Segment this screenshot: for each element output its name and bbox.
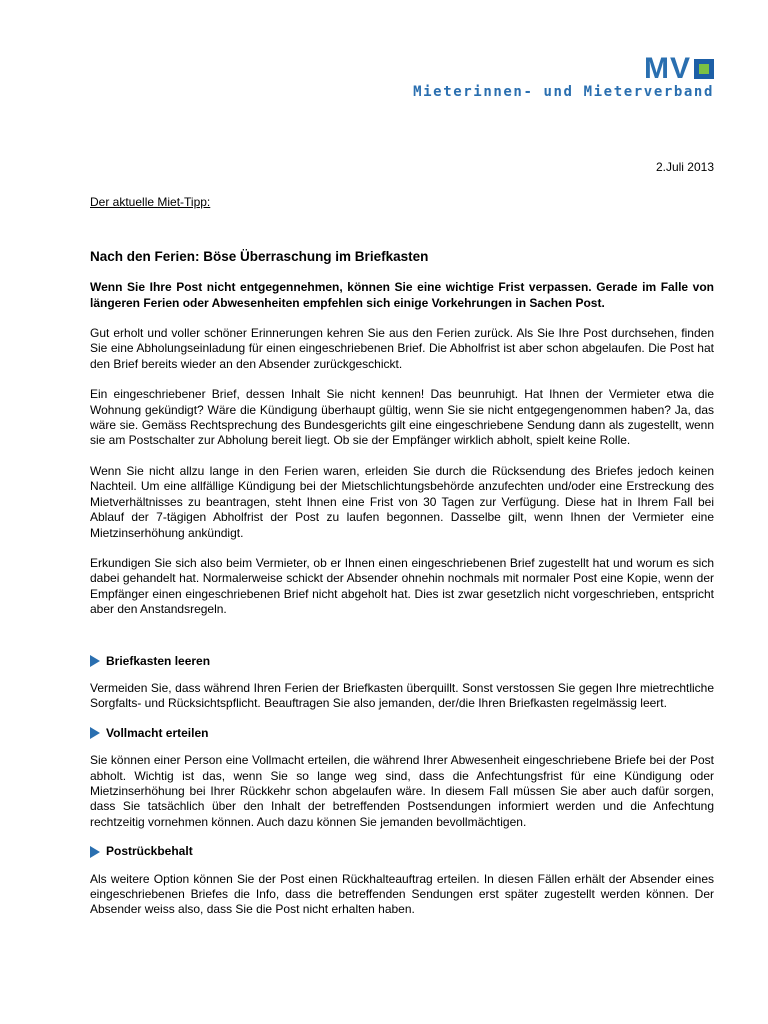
section-heading-label: Postrückbehalt (106, 844, 193, 859)
body-paragraph: Erkundigen Sie sich also beim Vermieter, ob er Ihnen einen eingeschriebenen Brief zugestellt hat und worum es sich dabei gehandelt hat. Normalerweise schickt der Absender ohnehin nochmals mit normaler Post eine Kopie, wenn der Empfänger einen eingeschriebenen Brief nicht abgeholt hat. Dies ist zwar gesetzlich nicht vorgeschrieben, entspricht aber den Anstandsregeln. (90, 555, 714, 617)
body-paragraph: Gut erholt und voller schöner Erinnerungen kehren Sie aus den Ferien zurück. Als Sie Ihre Post durchsehen, finden Sie eine Abholungseinladung für einen eingeschriebenen Brief. Die Abholfrist ist aber schon abgelaufen. Die Post hat den Brief bereits wieder an den Absender zurückgeschickt. (90, 326, 714, 371)
section-heading-briefkasten (90, 654, 714, 669)
triangle-bullet-icon (90, 655, 100, 667)
section-paragraph: Sie können einer Person eine Vollmacht erteilen, die während Ihrer Abwesenheit eingeschriebene Briefe bei der Post abholt. Wichtig ist das, wenn Sie so lange weg sind, dass die Anfechtungsfrist für eine Kündigung oder Mietzinserhöhung bei Ihrer Rückkehr schon abgelaufen wäre. In diesem Fall müssen Sie aber auch dafür sorgen, dass Sie tatsächlich über den Inhalt der betreffenden Postsendungen informiert werden und die Anfechtung rechtzeitig vornehmen können. Auch dazu können Sie jemanden bevollmächtigen. (90, 753, 714, 829)
section-paragraph: Als weitere Option können Sie der Post einen Rückhalteauftrag erteilen. In diesen Fällen erhält der Absender eines eingeschriebenen Briefes die Info, dass die betreffenden Sendungen erst später zugestellt werden können. Der Absender weiss also, dass Sie die Post nicht erhalten haben. (90, 871, 714, 917)
section-heading-vollmacht (90, 726, 714, 741)
page-title: Nach den Ferien: Böse Überraschung im Briefkasten (90, 248, 429, 264)
letter-body (90, 160, 714, 918)
section-heading-label: Vollmacht erteilen (106, 725, 209, 740)
section-heading-postrueckbehalt (90, 844, 714, 859)
body-paragraph: Ein eingeschriebener Brief, dessen Inhalt Sie nicht kennen! Das beunruhigt. Hat Ihnen der Vermieter etwa die Wohnung gekündigt? Wäre die Kündigung überhaupt gültig, wenn Sie sie nicht entgegengenommen haben? Ja, das wäre sie. Gemäss Rechtsprechung des Bundesgerichts gilt eine eingeschriebene Sendung dann als zugestellt, wenn sie am Postschalter zur Abholung bereit liegt. Ob sie der Empfänger wirklich abholt, spielt keine Rolle. (90, 387, 714, 448)
lead-paragraph: Wenn Sie Ihre Post nicht entgegennehmen, können Sie eine wichtige Frist verpassen. Gerade im Falle von längeren Ferien oder Abwesenheiten empfehlen sich einige Vorkehrungen in Sachen Post. (90, 280, 714, 310)
section-heading-label: Briefkasten leeren (106, 653, 211, 668)
logo-mark (644, 52, 714, 85)
section-paragraph: Vermeiden Sie, dass während Ihren Ferien der Briefkasten überquillt. Sonst verstossen Sie gegen Ihre mietrechtliche Sorgfalts- und Rücksichtspflicht. Beauftragen Sie also jemanden, der/die Ihren Briefkasten regelmässig leert. (90, 680, 714, 711)
logo-square-icon (694, 59, 714, 79)
logo-organization-name: Mieterinnen- und Mieterverband (413, 84, 714, 100)
body-paragraph: Wenn Sie nicht allzu lange in den Ferien waren, erleiden Sie durch die Rücksendung des Briefes jedoch keinen Nachteil. Um eine allfällige Kündigung bei der Mietschlichtungsbehörde anzufechten und/oder eine Erstreckung des Mietverhältnisses zu beantragen, steht Ihnen eine Frist von 30 Tagen zur Verfügung. Diese hat in Ihrem Fall bei Ablauf der 7-tägigen Abholfrist der Post zu laufen begonnen. Dasselbe gilt, wenn Ihnen der Vermieter eine Mietzinserhöhung ankündigt. (90, 463, 714, 540)
mv-logo (413, 52, 714, 105)
logo-letters: MV (644, 52, 691, 85)
triangle-bullet-icon (90, 727, 100, 739)
triangle-bullet-icon (90, 846, 100, 858)
letter-kicker: Der aktuelle Miet-Tipp: (90, 195, 211, 210)
letter-date: 2.Juli 2013 (655, 160, 714, 174)
